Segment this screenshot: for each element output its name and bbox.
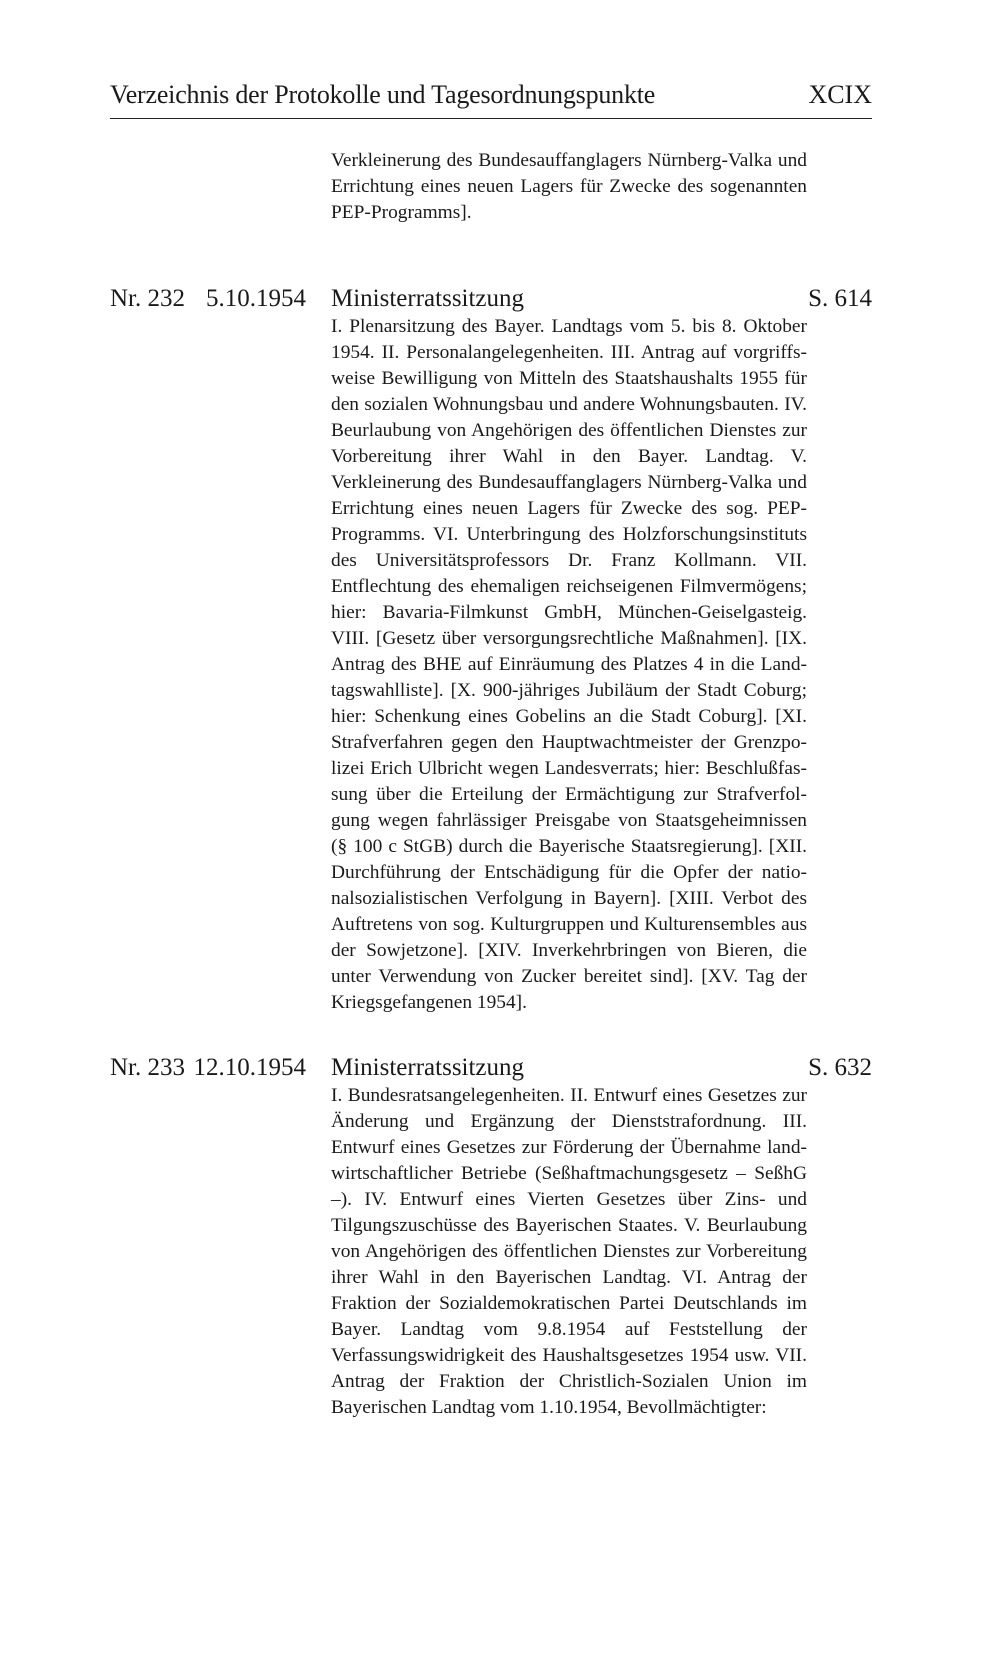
entry-date: 5.10.1954	[206, 285, 306, 312]
entry-heading-233	[110, 1054, 872, 1084]
entry-agenda-text: I. Bundesratsangelegenheiten. II. Entwurf eines Gesetzes zur Änderung und Ergänzung der Dienststrafordnung. III. Entwurf eines Gesetzes zur Förderung der Übernahme landwirtschaftlicher Betriebe (Seßhaftmachungsgesetz – SeßhG –). IV. Entwurf eines Vierten Gesetzes über Zins- und Tilgungszuschüsse des Bayerischen Staates. V. Beurlaubung von Angehörigen des öffentlichen Dienstes zur Vorbereitung ihrer Wahl in den Bayerischen Landtag. VI. Antrag der Fraktion der Sozialdemokratischen Partei Deutschlands im Bayer. Landtag vom 9.8.1954 auf Feststellung der Verfassungswidrigkeit des Haushaltsgesetzes 1954 usw. VII. Antrag der Fraktion der Christlich-Sozialen Union im Bayerischen Landtag vom 1.10.1954, Bevollmächtigter:	[331, 1085, 807, 1418]
entry-type: Ministerratssitzung	[331, 1054, 525, 1081]
entry-type: Ministerratssitzung	[331, 285, 525, 312]
entry-date: 12.10.1954	[193, 1054, 306, 1081]
running-header	[110, 78, 872, 119]
entry-number: Nr. 233	[110, 1054, 185, 1081]
entry-number: Nr. 232	[110, 285, 185, 312]
header-title: Verzeichnis der Protokolle und Tagesordnungspunkte	[110, 80, 656, 109]
entry-page-ref: S. 614	[808, 285, 872, 312]
continuation-text: Verkleinerung des Bundesauffanglagers Nürnberg-Valka und Errichtung eines neuen Lagers für Zwecke des sogenannten PEP-Programms].	[331, 150, 807, 223]
entry-page-ref: S. 632	[808, 1054, 872, 1081]
entry-heading-232	[110, 285, 872, 315]
entry-agenda-text: I. Plenarsitzung des Bayer. Landtags vom 5. bis 8. Oktober 1954. II. Personalangelegenheiten. III. Antrag auf vorgriffsweise Bewilligung von Mitteln des Staatshaushalts 1955 für den sozialen Wohnungsbau und andere Wohnungsbauten. IV. Beurlaubung von Angehörigen des öffentlichen Dienstes zur Vorbereitung ihrer Wahl in den Bayer. Landtag. V. Verkleinerung des Bundesauffanglagers Nürnberg-Valka und Errichtung eines neuen Lagers für Zwecke des sog. PEP-Programms. VI. Unterbringung des Holzforschungsinstituts des Universitätsprofessors Dr. Franz Kollmann. VII. Entflechtung des ehemaligen reichseigenen Filmvermögens; hier: Bavaria-Filmkunst GmbH, München-Geiselgasteig. VIII. [Gesetz über versorgungsrechtliche Maßnahmen]. [IX. Antrag des BHE auf Einräumung des Platzes 4 in die Landtagswahlliste]. [X. 900-jähriges Jubiläum der Stadt Coburg; hier: Schenkung eines Gobelins an die Stadt Coburg]. [XI. Strafverfahren gegen den Hauptwachtmeister der Grenzpolizei Erich Ulbricht wegen Landesverrats; hier: Beschlußfassung über die Erteilung der Ermächtigung zur Strafverfolgung wegen fahrlässiger Preisgabe von Staatsgeheimnissen (§ 100 c StGB) durch die Bayerische Staatsregierung]. [XII. Durchführung der Entschädigung für die Opfer der nationalsozialistischen Verfolgung in Bayern]. [XIII. Verbot des Auftretens von sog. Kulturgruppen und Kulturensembles aus der Sowjetzone]. [XIV. Inverkehrbringen von Bieren, die unter Verwendung von Zucker bereitet sind]. [XV. Tag der Kriegsgefangenen 1954].	[331, 316, 807, 1013]
header-page-number: XCIX	[808, 80, 872, 109]
